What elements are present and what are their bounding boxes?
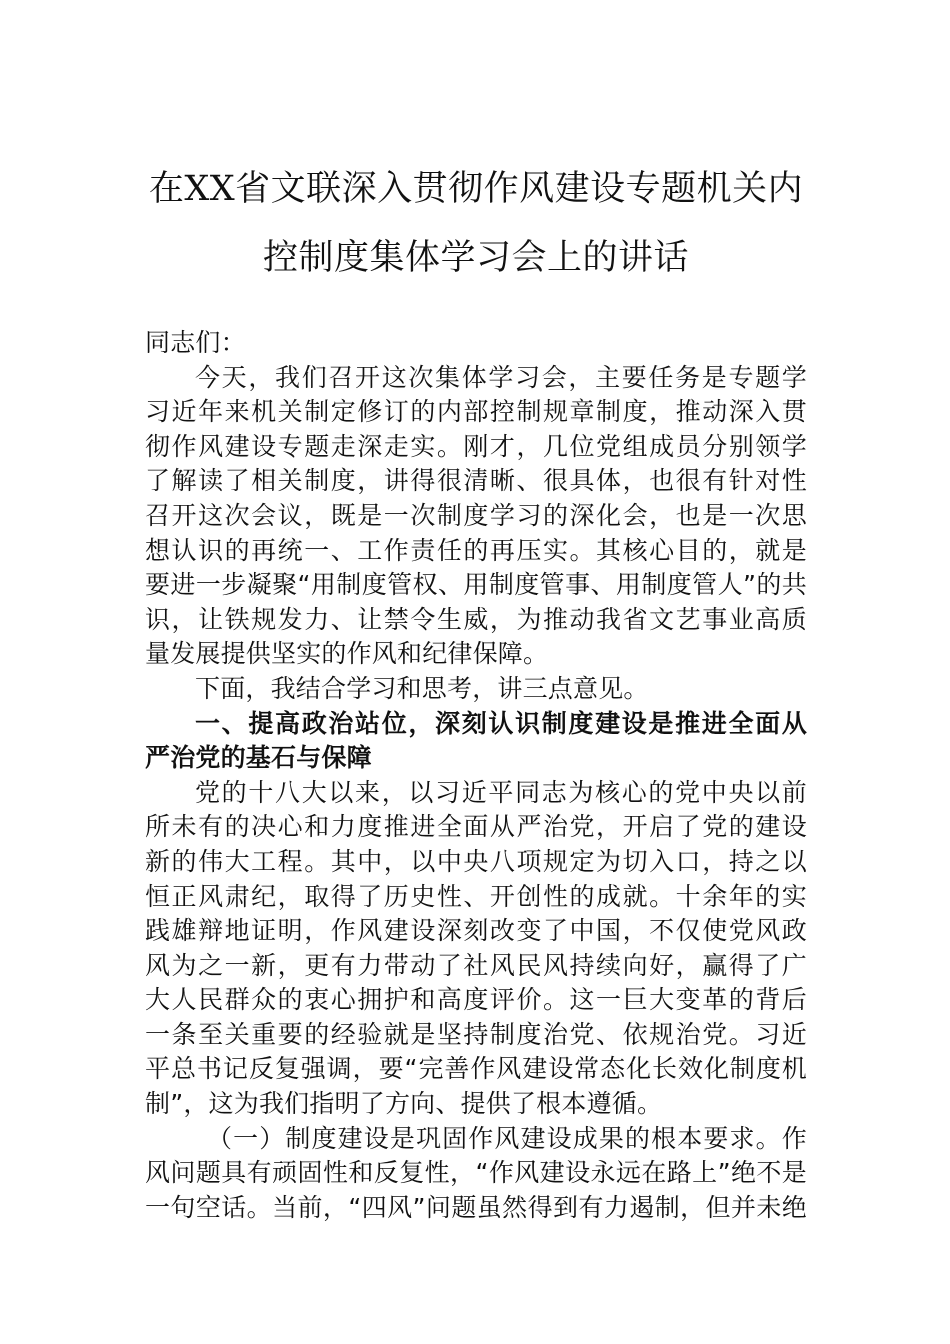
text-line: 所未有的决心和力度推进全面从严治党，开启了党的建设 (145, 812, 807, 842)
text-line: 风问题具有顽固性和反复性，“作风建设永远在路上”绝不是 (145, 1158, 807, 1188)
text-line: 风为之一新，更有力带动了社风民风持续向好，赢得了广 (145, 950, 807, 980)
text-line: 一、提高政治站位，深刻认识制度建设是推进全面从 (195, 708, 807, 738)
text-line: 制”，这为我们指明了方向、提供了根本遵循。 (145, 1089, 663, 1119)
text-line: 了解读了相关制度，讲得很清晰、很具体，也很有针对性 (145, 466, 807, 496)
text-line: 今天，我们召开这次集体学习会，主要任务是专题学 (195, 362, 807, 392)
text-line: 大人民群众的衷心拥护和高度评价。这一巨大变革的背后 (145, 985, 807, 1015)
text-line: 践雄辩地证明，作风建设深刻改变了中国，不仅使党风政 (145, 916, 807, 946)
text-line: 量发展提供坚实的作风和纪律保障。 (145, 639, 549, 669)
text-line: 平总书记反复强调，要“完善作风建设常态化长效化制度机 (145, 1054, 807, 1084)
text-line: 一条至关重要的经验就是坚持制度治党、依规治党。习近 (145, 1019, 807, 1049)
text-line: 召开这次会议，既是一次制度学习的深化会，也是一次思 (145, 500, 807, 530)
document-body (145, 326, 807, 1225)
text-line: 一句空话。当前，“四风”问题虽然得到有力遏制，但并未绝 (145, 1192, 807, 1222)
text-line: 下面，我结合学习和思考，讲三点意见。 (195, 673, 649, 703)
text-line: 恒正风肃纪，取得了历史性、开创性的成就。十余年的实 (145, 881, 807, 911)
text-line: （一）制度建设是巩固作风建设成果的根本要求。作 (207, 1123, 807, 1153)
text-line: 严治党的基石与保障 (145, 743, 372, 773)
document-title-line-2: 控制度集体学习会上的讲话 (262, 238, 689, 278)
text-line: 识，让铁规发力、让禁令生威，为推动我省文艺事业高质 (145, 604, 807, 634)
text-line: 习近年来机关制定修订的内部控制规章制度，推动深入贯 (145, 397, 807, 427)
text-line: 新的伟大工程。其中，以中央八项规定为切入口，持之以 (145, 846, 807, 876)
text-line: 要进一步凝聚“用制度管权、用制度管事、用制度管人”的共 (145, 570, 807, 600)
text-line: 同志们： (145, 328, 246, 357)
text-line: 想认识的再统一、工作责任的再压实。其核心目的，就是 (145, 535, 807, 565)
document-title-line-1: 在XX省文联深入贯彻作风建设专题机关内 (148, 169, 804, 209)
text-line: 党的十八大以来，以习近平同志为核心的党中央以前 (195, 777, 807, 807)
text-line: 彻作风建设专题走深走实。刚才，几位党组成员分别领学 (145, 431, 807, 461)
